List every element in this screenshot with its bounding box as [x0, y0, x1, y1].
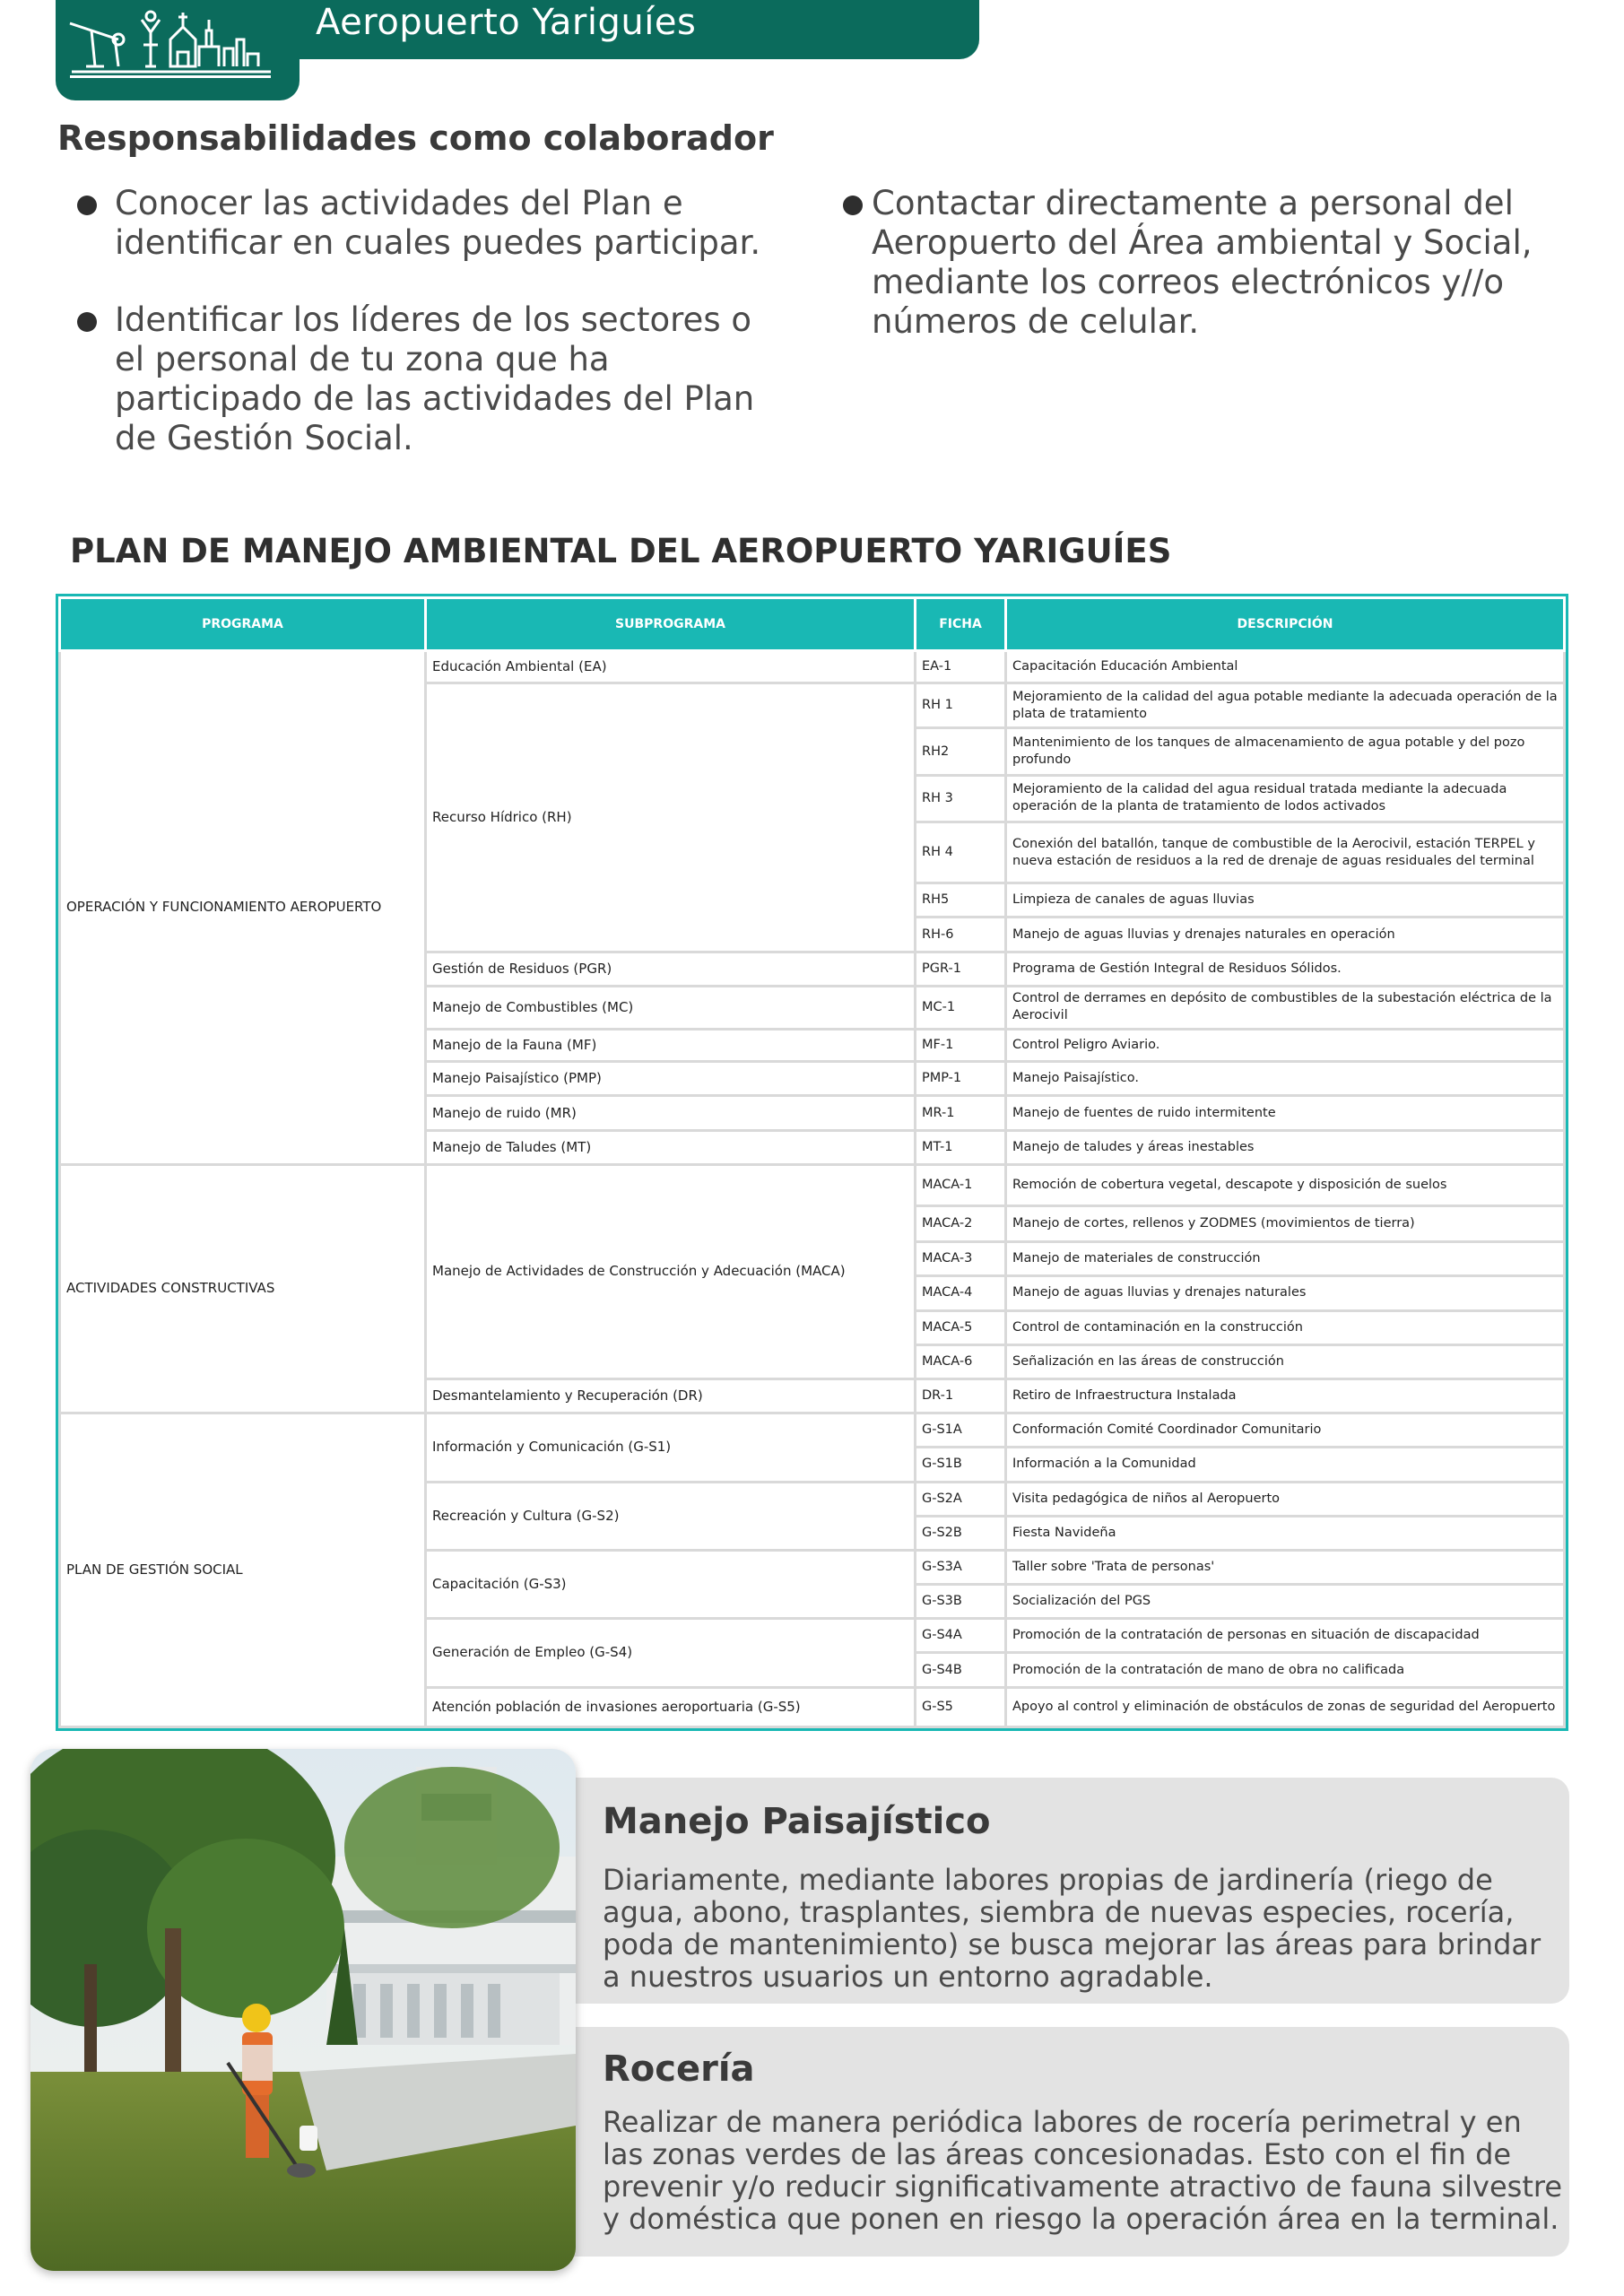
descripcion-cell: Manejo de cortes, rellenos y ZODMES (movimientos de tierra)	[1006, 1206, 1565, 1242]
descripcion-cell: Señalización en las áreas de construcción	[1006, 1344, 1565, 1378]
bullet-icon	[77, 312, 97, 332]
descripcion-cell: Manejo de aguas lluvias y drenajes naturales en operación	[1006, 918, 1565, 952]
ficha-cell: RH 4	[916, 822, 1006, 883]
subprograma-cell: Atención población de invasiones aeroportuaria (G-S5)	[426, 1687, 916, 1726]
descripcion-cell: Mejoramiento de la calidad del agua potable mediante la adecuada operación de la plata de tratamiento	[1006, 683, 1565, 728]
descripcion-cell: Conexión del batallón, tanque de combustible de la Aerocivil, estación TERPEL y nueva estación de residuos a la red de drenaje de aguas residuales del terminal	[1006, 822, 1565, 883]
column-header-subprograma: SUBPROGRAMA	[426, 598, 916, 651]
table-row	[60, 1164, 1565, 1205]
descripcion-cell: Promoción de la contratación de personas en situación de discapacidad	[1006, 1619, 1565, 1653]
programa-cell: OPERACIÓN Y FUNCIONAMIENTO AEROPUERTO	[60, 651, 426, 1165]
ficha-cell: G-S1B	[916, 1448, 1006, 1482]
column-header-descripcion: DESCRIPCIÓN	[1006, 598, 1565, 651]
descripcion-cell: Retiro de Infraestructura Instalada	[1006, 1378, 1565, 1413]
subprograma-cell: Manejo de Taludes (MT)	[426, 1130, 916, 1164]
table-header-row	[60, 598, 1565, 651]
programa-cell: PLAN DE GESTIÓN SOCIAL	[60, 1413, 426, 1727]
gardening-worker-photo	[30, 1749, 576, 2271]
plan-table	[56, 594, 1568, 1731]
subprograma-cell: Desmantelamiento y Recuperación (DR)	[426, 1378, 916, 1413]
ficha-cell: PGR-1	[916, 952, 1006, 986]
photo-illustration	[30, 1749, 576, 2271]
descripcion-cell: Control de contaminación en la construcción	[1006, 1310, 1565, 1344]
responsibilities-title: Responsabilidades como colaborador	[57, 118, 774, 158]
responsibilities-column-1	[57, 184, 775, 496]
subprograma-cell: Manejo de Actividades de Construcción y Adecuación (MACA)	[426, 1164, 916, 1378]
ficha-cell: MACA-5	[916, 1310, 1006, 1344]
ficha-cell: G-S4B	[916, 1653, 1006, 1687]
descripcion-cell: Manejo de fuentes de ruido intermitente	[1006, 1096, 1565, 1130]
ficha-cell: RH2	[916, 728, 1006, 775]
ficha-cell: MACA-1	[916, 1164, 1006, 1205]
ficha-cell: MF-1	[916, 1030, 1006, 1062]
ficha-cell: DR-1	[916, 1378, 1006, 1413]
table-row	[60, 1413, 1565, 1448]
roceria-card	[567, 2027, 1569, 2257]
responsibilities-column-2	[843, 184, 1542, 379]
descripcion-cell: Taller sobre 'Trata de personas'	[1006, 1550, 1565, 1584]
ficha-cell: G-S2B	[916, 1516, 1006, 1550]
descripcion-cell: Apoyo al control y eliminación de obstáculos de zonas de seguridad del Aeropuerto	[1006, 1687, 1565, 1726]
ficha-cell: PMP-1	[916, 1062, 1006, 1096]
ficha-cell: EA-1	[916, 651, 1006, 683]
subprograma-cell: Gestión de Residuos (PGR)	[426, 952, 916, 986]
descripcion-cell: Remoción de cobertura vegetal, descapote y disposición de suelos	[1006, 1164, 1565, 1205]
list-item	[57, 300, 775, 458]
card-text: Realizar de manera periódica labores de rocería perimetral y en las zonas verdes de las áreas concesionadas. Esto con el fin de prevenir y/o reducir significativamente atractivo de fauna silvestre y doméstica que ponen en riesgo la operación área en la terminal.	[603, 2105, 1562, 2236]
descripcion-cell: Control Peligro Aviario.	[1006, 1030, 1565, 1062]
ficha-cell: MR-1	[916, 1096, 1006, 1130]
descripcion-cell: Información a la Comunidad	[1006, 1448, 1565, 1482]
bullet-icon	[843, 196, 863, 215]
list-item	[57, 184, 775, 263]
ficha-cell: MT-1	[916, 1130, 1006, 1164]
list-item-text: Conocer las actividades del Plan e identificar en cuales puedes participar.	[115, 184, 761, 262]
subprograma-cell: Generación de Empleo (G-S4)	[426, 1619, 916, 1687]
subprograma-cell: Manejo de la Fauna (MF)	[426, 1030, 916, 1062]
paisajistico-card	[567, 1778, 1569, 2004]
ficha-cell: MC-1	[916, 986, 1006, 1029]
ficha-cell: MACA-3	[916, 1242, 1006, 1276]
ficha-cell: G-S3A	[916, 1550, 1006, 1584]
column-header-ficha: FICHA	[916, 598, 1006, 651]
ficha-cell: G-S2A	[916, 1482, 1006, 1516]
descripcion-cell: Limpieza de canales de aguas lluvias	[1006, 883, 1565, 918]
card-title: Rocería	[603, 2048, 755, 2090]
card-text: Diariamente, mediante labores propias de jardinería (riego de agua, abono, trasplantes, siembra de nuevas especies, rocería, poda de mantenimiento) se busca mejorar las áreas para brindar a nuestros usuarios un entorno agradable.	[603, 1863, 1541, 1994]
subprograma-cell: Educación Ambiental (EA)	[426, 651, 916, 683]
descripcion-cell: Manejo de aguas lluvias y drenajes naturales	[1006, 1276, 1565, 1310]
ficha-cell: G-S4A	[916, 1619, 1006, 1653]
descripcion-cell: Promoción de la contratación de mano de obra no calificada	[1006, 1653, 1565, 1687]
subprograma-cell: Manejo de ruido (MR)	[426, 1096, 916, 1130]
ficha-cell: G-S1A	[916, 1413, 1006, 1448]
descripcion-cell: Visita pedagógica de niños al Aeropuerto	[1006, 1482, 1565, 1516]
descripcion-cell: Manejo de taludes y áreas inestables	[1006, 1130, 1565, 1164]
descripcion-cell: Manejo Paisajístico.	[1006, 1062, 1565, 1096]
ficha-cell: RH 1	[916, 683, 1006, 728]
ficha-cell: RH-6	[916, 918, 1006, 952]
ficha-cell: G-S5	[916, 1687, 1006, 1726]
subprograma-cell: Recreación y Cultura (G-S2)	[426, 1482, 916, 1550]
ficha-cell: RH 3	[916, 775, 1006, 822]
subprograma-cell: Manejo de Combustibles (MC)	[426, 986, 916, 1029]
descripcion-cell: Socialización del PGS	[1006, 1585, 1565, 1619]
descripcion-cell: Mantenimiento de los tanques de almacenamiento de agua potable y del pozo profundo	[1006, 728, 1565, 775]
ficha-cell: G-S3B	[916, 1585, 1006, 1619]
descripcion-cell: Mejoramiento de la calidad del agua residual tratada mediante la adecuada operación de la planta de tratamiento de lodos activados	[1006, 775, 1565, 822]
descripcion-cell: Control de derrames en depósito de combustibles de la subestación eléctrica de la Aerocivil	[1006, 986, 1565, 1029]
ficha-cell: RH5	[916, 883, 1006, 918]
subprograma-cell: Manejo Paisajístico (PMP)	[426, 1062, 916, 1096]
city-logo	[56, 0, 300, 100]
descripcion-cell: Conformación Comité Coordinador Comunitario	[1006, 1413, 1565, 1448]
descripcion-cell: Programa de Gestión Integral de Residuos Sólidos.	[1006, 952, 1565, 986]
ficha-cell: MACA-2	[916, 1206, 1006, 1242]
list-item-text: Contactar directamente a personal del Aeropuerto del Área ambiental y Social, mediante los correos electrónicos y//o números de celular.	[872, 184, 1533, 341]
header-title: Aeropuerto Yariguíes	[316, 2, 697, 43]
list-item	[843, 184, 1542, 342]
list-item-text: Identificar los líderes de los sectores o el personal de tu zona que ha participado de las actividades del Plan de Gestión Social.	[115, 300, 755, 457]
programa-cell: ACTIVIDADES CONSTRUCTIVAS	[60, 1164, 426, 1413]
card-title: Manejo Paisajístico	[603, 1801, 991, 1842]
column-header-programa: PROGRAMA	[60, 598, 426, 651]
subprograma-cell: Capacitación (G-S3)	[426, 1550, 916, 1618]
ficha-cell: MACA-4	[916, 1276, 1006, 1310]
table-row	[60, 651, 1565, 683]
descripcion-cell: Fiesta Navideña	[1006, 1516, 1565, 1550]
plan-title: PLAN DE MANEJO AMBIENTAL DEL AEROPUERTO YARIGUÍES	[70, 532, 1172, 570]
ficha-cell: MACA-6	[916, 1344, 1006, 1378]
bullet-icon	[77, 196, 97, 215]
descripcion-cell: Manejo de materiales de construcción	[1006, 1242, 1565, 1276]
city-skyline-icon	[65, 4, 291, 97]
descripcion-cell: Capacitación Educación Ambiental	[1006, 651, 1565, 683]
subprograma-cell: Recurso Hídrico (RH)	[426, 683, 916, 952]
subprograma-cell: Información y Comunicación (G-S1)	[426, 1413, 916, 1482]
